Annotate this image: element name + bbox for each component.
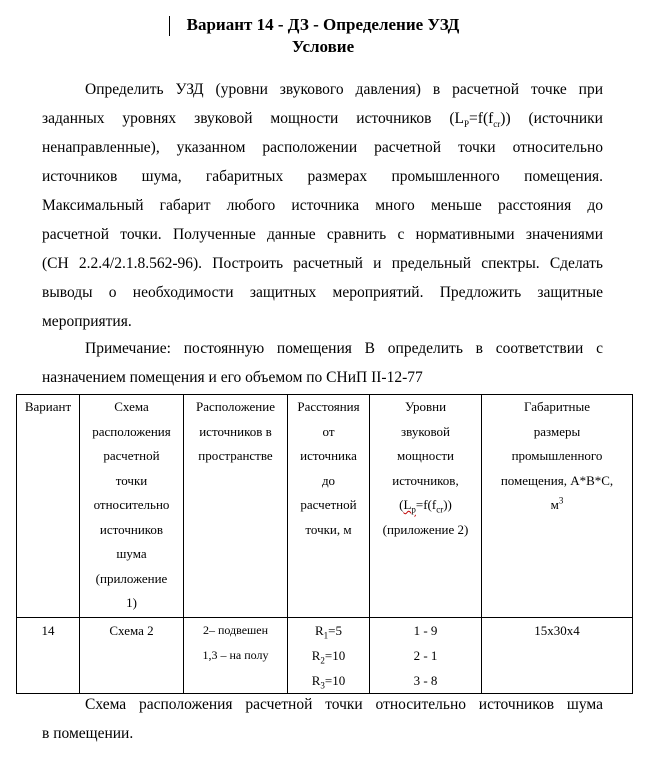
paragraph-line: в помещении. <box>42 725 134 742</box>
levels-formula: $(L_p=f(f_{cr}))$ <box>399 497 452 515</box>
cell-distances: $R_1=5$ $R_2=10$ $R_3=10$ <box>288 618 370 694</box>
paragraph-line: выводы о необходимости защитных мероприятий. Предложить защитные <box>42 284 603 301</box>
cell-scheme: Схема 2 <box>80 618 184 694</box>
task-paragraph <box>42 75 603 336</box>
header-variant: Вариант <box>17 395 80 618</box>
cell-levels: 1 - 9 2 - 1 3 - 8 <box>370 618 482 694</box>
paragraph-line: ненаправленные), указанном расположении расчетной точки относительно <box>42 139 603 156</box>
paragraph-line: Определить УЗД (уровни звукового давления) в расчетной точке при <box>85 81 603 98</box>
section-heading: Условие <box>291 37 355 56</box>
cell-dimensions: 15х30х4 <box>482 618 633 694</box>
table-header-row <box>17 395 633 618</box>
paragraph-line: мероприятия. <box>42 313 132 330</box>
paragraph-line: Максимальный габарит любого источника много меньше расстояния до <box>42 197 603 214</box>
table-row <box>17 618 633 694</box>
paragraph-line: (СН 2.2.4/2.1.8.562-96). Построить расчетный и предельный спектры. Сделать <box>42 255 603 272</box>
scheme-caption-paragraph <box>42 690 603 748</box>
variant-table <box>16 394 633 694</box>
paragraph-line: источников шума, габаритных размерах промышленного помещения. <box>42 168 603 185</box>
header-scheme: Схема расположения расчетной точки относительно источников шума (приложение 1) <box>80 395 184 618</box>
header-distances: Расстояния от источника до расчетной точки, м <box>288 395 370 618</box>
note-paragraph <box>42 334 603 392</box>
header-levels: Уровни звуковой мощности источников, $(L_p=f(f_{cr}))$ (приложение 2) <box>370 395 482 618</box>
cell-variant: 14 <box>17 618 80 694</box>
header-dimensions: Габаритные размеры промышленного помещения, А*В*С, $м^3$ <box>482 395 633 618</box>
paragraph-line: назначением помещения и его объемом по СНиП II-12-77 <box>42 369 423 386</box>
paragraph-line: расчетной точки. Полученные данные сравнить с нормативными значениями <box>42 226 603 243</box>
paragraph-line: Схема расположения расчетной точки относительно источников шума <box>85 696 603 713</box>
header-placement: Расположение источников в пространстве <box>184 395 288 618</box>
cell-placement: 2– подвешен 1,3 – на полу <box>184 618 288 694</box>
paragraph-line: заданных уровнях звуковой мощности источников $(L_P=f(f_{cr}))$ (источники <box>42 110 603 130</box>
paragraph-line: Примечание: постоянную помещения В определить в соответствии с <box>85 340 603 357</box>
document-title: Вариант 14 - ДЗ - Определение УЗД <box>186 15 460 34</box>
